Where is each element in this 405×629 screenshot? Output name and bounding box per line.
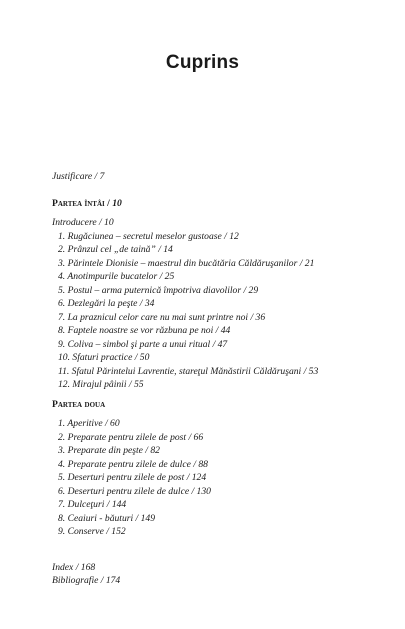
- list-item: 8. Ceaiuri - băuturi / 149: [58, 512, 156, 524]
- list-item: 6. Dezlegări la peşte / 34: [58, 298, 155, 309]
- list-item: 2. Preparate pentru zilele de post / 66: [58, 431, 204, 443]
- part-two-list: [52, 417, 397, 539]
- part-two-heading: Partea doua: [52, 398, 106, 410]
- list-item: 3. Părintele Dionisie – maestrul din bucătăria Căldăruşanilor / 21: [58, 257, 315, 269]
- list-item: 11. Sfatul Părintelui Lavrentie, stareţul Mănăstirii Căldăruşani / 53: [58, 365, 319, 377]
- list-item: 8. Faptele noastre se vor răzbuna pe noi / 44: [58, 325, 231, 336]
- toc-entry-introducere: Introducere / 10: [52, 217, 114, 228]
- list-item: 9. Coliva – simbol şi parte a unui ritual / 47: [58, 338, 228, 350]
- part-one-label: Partea întâi /: [52, 197, 113, 209]
- toc-entry-index: Index / 168: [52, 561, 96, 573]
- list-item: 12. Mirajul pâinii / 55: [58, 379, 144, 390]
- list-item: 5. Postul – arma puternică împotriva diavolilor / 29: [58, 284, 259, 296]
- list-item: 4. Preparate pentru zilele de dulce / 88: [58, 458, 208, 470]
- list-item: 9. Conserve / 152: [58, 526, 126, 537]
- list-item: 1. Rugăciunea – secretul meselor gustoase / 12: [58, 230, 239, 242]
- list-item: 7. La praznicul celor care nu mai sunt printre noi / 36: [58, 311, 266, 323]
- list-item: 3. Preparate din peşte / 82: [58, 445, 160, 456]
- table-of-contents: [52, 170, 397, 588]
- list-item: 10. Sfaturi practice / 50: [58, 352, 150, 363]
- list-item: 2. Prânzul cel „de taină” / 14: [58, 244, 173, 255]
- list-item: 5. Deserturi pentru zilele de post / 124: [58, 472, 207, 483]
- list-item: 7. Dulceţuri / 144: [58, 499, 127, 510]
- list-item: 1. Aperitive / 60: [58, 418, 120, 429]
- toc-entry-bibliografie: Bibliografie / 174: [52, 575, 121, 586]
- toc-entry-justificare: Justificare / 7: [52, 171, 105, 182]
- part-one-page: 10: [112, 197, 122, 209]
- list-item: 6. Deserturi pentru zilele de dulce / 130: [58, 485, 211, 497]
- part-one-list: [52, 230, 397, 392]
- list-item: 4. Anotimpurile bucatelor / 25: [58, 271, 175, 282]
- part-one-heading: [52, 197, 397, 211]
- page-title: Cuprins: [165, 52, 240, 73]
